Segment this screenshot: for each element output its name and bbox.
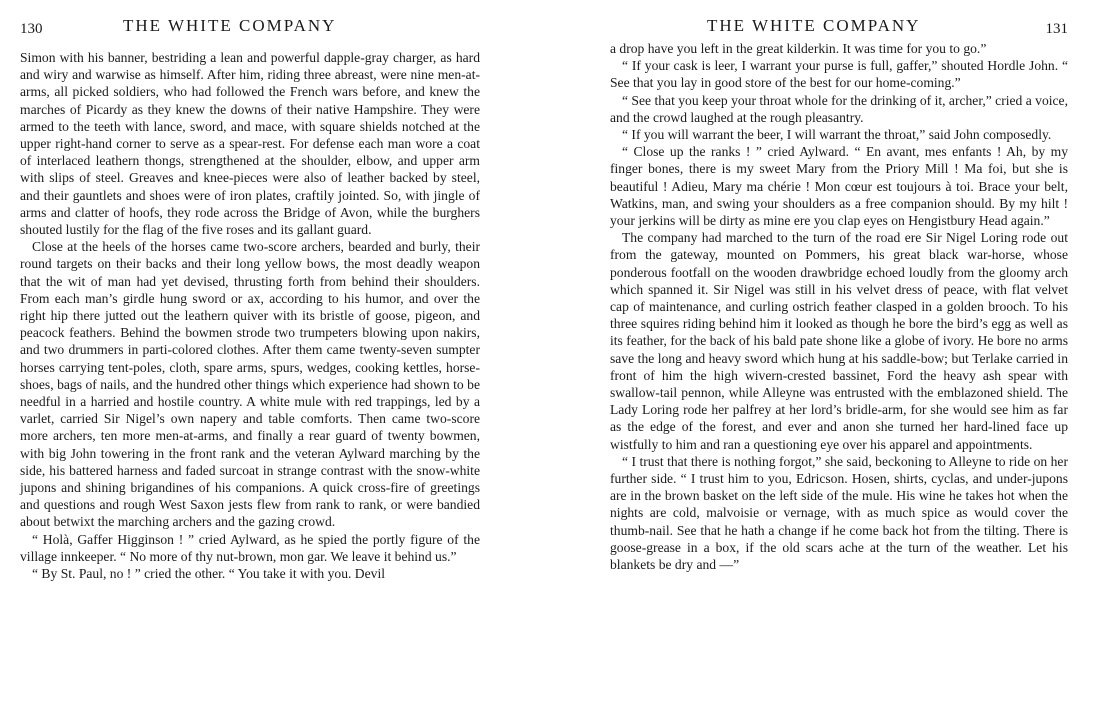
paragraph: “ By St. Paul, no ! ” cried the other. “ You take it with you. Devil <box>32 566 386 582</box>
left-page-number: 130 <box>20 21 43 37</box>
paragraph: Close at the heels of the horses came two-score archers, bearded and burly, their round targets on their backs and their long yellow bows, the most deadly weapon that the wit of man had yet devised, thrusting forth from behind their shoulders. From each man’s girdle hung sword or ax, according to his humor, and over the right hip there jutted out the leathern quiver with its bristle of goose, pigeon, and peacock feathers. Behind the bowmen strode two trumpeters blowing upon nakirs, and two drummers in parti-colored clothes. After them came twenty-seven sumpter horses carrying tent-poles, cloth, spare arms, spurs, wedges, cooking kettles, horse-shoes, bags of nails, and the hundred other things which experience had shown to be needful in a harried and hostile country. A white mule with red trappings, led by a varlet, carried Sir Nigel’s own napery and table comforts. Then came two-score more archers, ten more men-at-arms, and finally a rear guard of twenty bowmen, with big John towering in the front rank and the veteran Aylward marching by the side, his battered harness and faded surcoat in strange contrast with the snow-white jupons and shining brigandines of his companions. A quick cross-fire of greetings and questions and rough West Saxon jests flew from rank to rank, or were bandied about betwixt the marching archers and the gazing crowd. <box>20 239 480 530</box>
paragraph: The company had marched to the turn of the road ere Sir Nigel Loring rode out from the gateway, mounted on Pommers, his great black war-horse, whose ponderous footfall on the wooden drawbridge echoed loudly from the gloomy arch which spanned it. Sir Nigel was still in his velvet dress of peace, with flat velvet cap of maintenance, and curling ostrich feather clasped in a golden brooch. To his three squires riding behind him it looked as though he bore the bird’s egg as well as its feather, for the back of his bald pate shone like a globe of ivory. He bore no arms save the long and heavy sword which hung at his saddle-bow; but Terlake carried in front of him the high wivern-crested bassinet, Ford the heavy ash spear with swallow-tail pennon, while Alleyne was entrusted with the emblazoned shield. The Lady Loring rode her palfrey at her lord’s bridle-arm, for she would see him as far as the edge of the forest, and ever and anon she turned her hard-lined face up wistfully to him and ran a questioning eye over his apparel and appointments. <box>610 230 1068 452</box>
left-body-text <box>20 49 480 582</box>
right-body-text <box>610 40 1068 573</box>
right-running-head <box>610 16 1068 46</box>
right-page <box>610 0 1068 573</box>
paragraph: “ If your cask is leer, I warrant your purse is full, gaffer,” shouted Hordle John. “ See that you lay in good store of the best for our home-coming.” <box>610 58 1068 91</box>
paragraph: “ Holà, Gaffer Higginson ! ” cried Aylward, as he spied the portly figure of the village innkeeper. “ No more of thy nut-brown, mon gar. We leave it behind us.” <box>20 531 480 564</box>
left-running-title: THE WHITE COMPANY <box>123 16 337 35</box>
right-page-number: 131 <box>1045 21 1068 37</box>
paragraph: “ Close up the ranks ! ” cried Aylward. “ En avant, mes enfants ! Ah, by my finger bones, there is my sweet Mary from the Priory Mill ! Ma foi, but she is beautiful ! Adieu, Mary ma chérie ! Mon cœur est toujours à toi. Brace your belt, Watkins, man, and swing your shoulders as a free companion should. By my hilt ! your jerkins will be dirty as mine ere you clap eyes on Hengistbury Head again.” <box>610 144 1068 229</box>
paragraph: a drop have you left in the great kilderkin. It was time for you to go.” <box>610 41 987 56</box>
paragraph: “ I trust that there is nothing forgot,” she said, beckoning to Alleyne to ride on her further side. “ I trust him to you, Edricson. Hosen, shirts, cyclas, and under-jupons are in the brown basket on the left side of the mule. His wine he takes hot when the nights are cold, malvoisie or vernage, with as much spice as would cover the thumb-nail. See that he hath a change if he come back hot from the tilting. There is goose-grease in a box, if the old scars ache at the turn of the weather. Let his blankets be dry and —” <box>610 453 1068 573</box>
left-page <box>20 0 480 582</box>
right-running-title: THE WHITE COMPANY <box>707 16 921 35</box>
paragraph: “ If you will warrant the beer, I will warrant the throat,” said John composedly. <box>622 127 1052 143</box>
paragraph: “ See that you keep your throat whole for the drinking of it, archer,” cried a voice, and the crowd laughed at the rough pleasantry. <box>610 92 1068 125</box>
paragraph: Simon with his banner, bestriding a lean and powerful dapple-gray charger, as hard and wiry and warwise as himself. After him, riding three abreast, were nine men-at-arms, all picked soldiers, who had followed the French wars before, and knew the marches of Picardy as they knew the downs of their native Hampshire. They were armed to the teeth with lance, sword, and mace, with square shields notched at the upper right-hand corner to serve as a spear-rest. For defense each man wore a coat of interlaced leathern thongs, strengthened at the shoulder, elbow, and upper arm with slips of steel. Greaves and knee-pieces were also of leather backed by steel, and their gauntlets and shoes were of iron plates, craftily jointed. So, with jingle of arms and clatter of hoofs, they rode across the Bridge of Avon, while the burghers shouted lustily for the flag of the five roses and its gallant guard. <box>20 50 480 238</box>
left-running-head <box>20 16 480 46</box>
